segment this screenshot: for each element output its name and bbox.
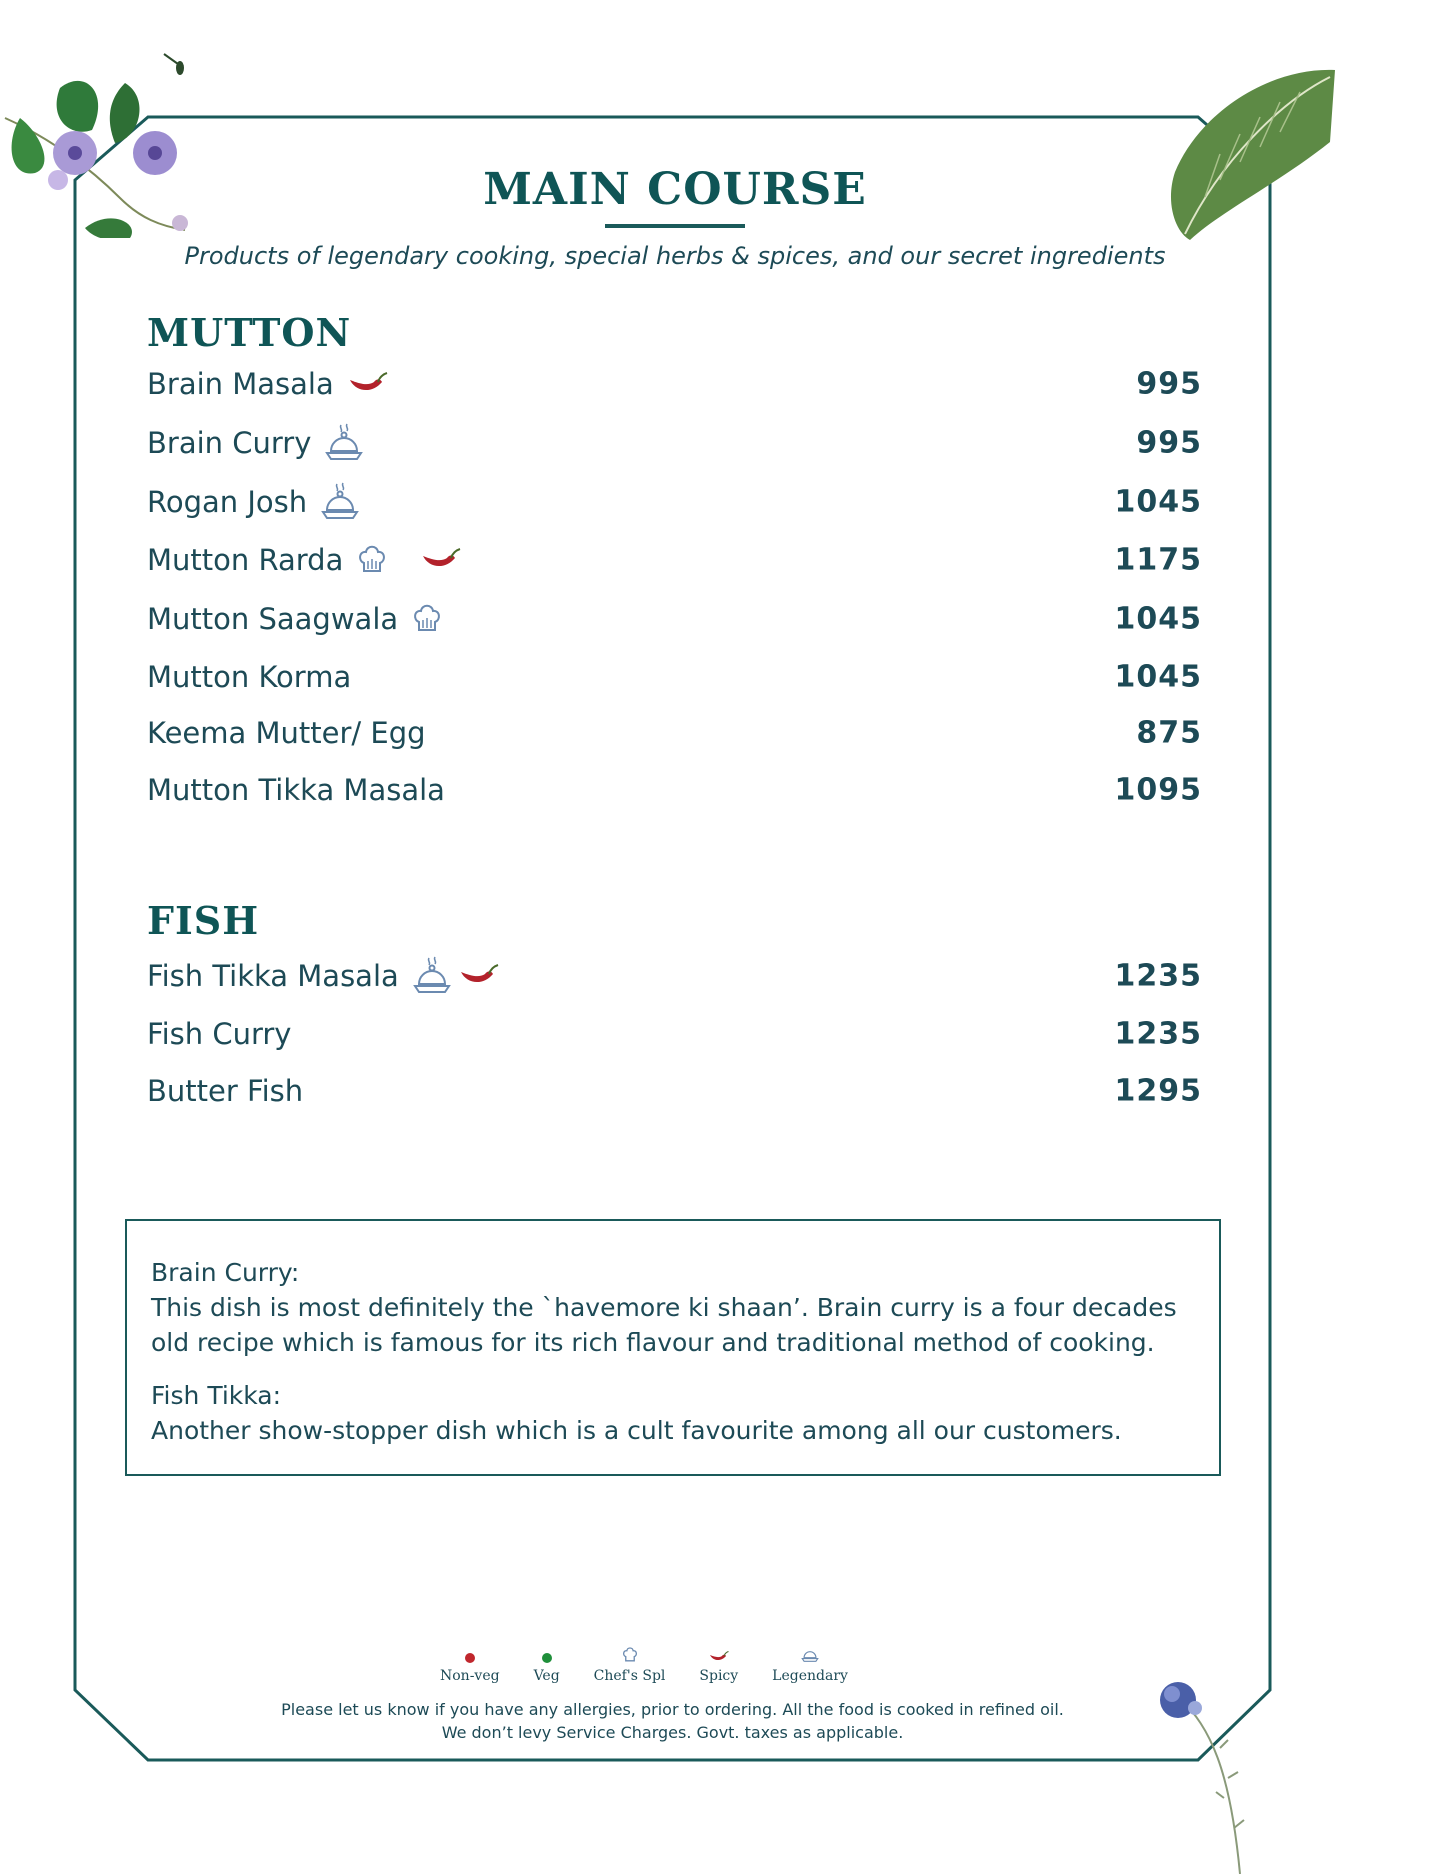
- legendary-icon: [413, 954, 451, 998]
- section-title-fish: FISH: [147, 898, 260, 943]
- footer-allergy-note: Please let us know if you have any allergies, prior to ordering. All the food is cooked in refined oil.: [281, 1700, 1064, 1719]
- leaf-decoration-icon: [1160, 62, 1340, 242]
- legend-item-non-veg: [440, 1652, 500, 1684]
- legendary-icon: [801, 1644, 819, 1664]
- title-underline: [605, 224, 745, 228]
- item-price: 1235: [1114, 1016, 1202, 1052]
- note-heading: Brain Curry:: [151, 1258, 300, 1287]
- item-price: 1175: [1114, 542, 1202, 578]
- note-text: Another show-stopper dish which is a cult favourite among all our customers.: [151, 1416, 1122, 1445]
- page-subtitle: Products of legendary cooking, special herbs & spices, and our secret ingredients: [184, 242, 1166, 270]
- note-heading: Fish Tikka:: [151, 1381, 282, 1410]
- menu-item: [147, 1066, 1202, 1116]
- legend-item-veg: [534, 1652, 560, 1684]
- legendary-icon: [325, 421, 363, 465]
- item-name: Brain Curry: [147, 426, 312, 460]
- note-text: This dish is most definitely the `havemore ki shaan’. Brain curry is a four decades old recipe which is famous for its rich flavour and traditional method of cooking.: [151, 1293, 1177, 1357]
- item-name: Mutton Tikka Masala: [147, 773, 445, 807]
- item-price: 1045: [1114, 601, 1202, 637]
- item-name: Mutton Korma: [147, 660, 352, 694]
- red-dot-icon: [464, 1652, 476, 1664]
- note-fish-tikka: [151, 1378, 1195, 1448]
- legend-item-chefs-spl: [594, 1646, 666, 1684]
- legend-label: Spicy: [699, 1668, 739, 1684]
- item-price: 875: [1136, 715, 1202, 751]
- page-title: MAIN COURSE: [483, 164, 867, 215]
- insect-decoration-icon: [160, 50, 190, 80]
- bottom-flower-decoration-icon: [1150, 1668, 1290, 1874]
- section-title-mutton: MUTTON: [147, 310, 352, 355]
- item-price: 995: [1136, 425, 1202, 461]
- footer-charges-note: We don’t levy Service Charges. Govt. taxes as applicable.: [441, 1723, 904, 1742]
- chefs-special-icon: [357, 543, 387, 577]
- item-name: Fish Tikka Masala: [147, 959, 399, 993]
- dish-notes-box: [125, 1219, 1221, 1476]
- item-name: Keema Mutter/ Egg: [147, 716, 426, 750]
- note-brain-curry: [151, 1255, 1195, 1360]
- spicy-icon: [708, 1650, 730, 1664]
- chefs-special-icon: [622, 1646, 638, 1664]
- menu-item: [147, 535, 1202, 585]
- menu-item: [147, 359, 1202, 409]
- menu-item: [147, 652, 1202, 702]
- menu-item: [147, 477, 1202, 527]
- menu-item: [147, 594, 1202, 644]
- item-name: Fish Curry: [147, 1017, 292, 1051]
- item-price: 1295: [1114, 1073, 1202, 1109]
- legend-label: Chef's Spl: [593, 1668, 666, 1684]
- spicy-icon: [459, 962, 499, 990]
- item-price: 1045: [1114, 484, 1202, 520]
- green-dot-icon: [541, 1652, 553, 1664]
- chefs-special-icon: [412, 602, 442, 636]
- legendary-icon: [321, 480, 359, 524]
- item-price: 995: [1136, 366, 1202, 402]
- item-name: Mutton Rarda: [147, 543, 344, 577]
- menu-item: [147, 951, 1202, 1001]
- spicy-icon: [348, 370, 388, 398]
- legend-item-legendary: [772, 1644, 848, 1684]
- item-price: 1045: [1114, 659, 1202, 695]
- item-name: Butter Fish: [147, 1074, 304, 1108]
- item-name: Mutton Saagwala: [147, 602, 399, 636]
- legend-label: Non-veg: [440, 1668, 500, 1684]
- item-price: 1095: [1114, 772, 1202, 808]
- menu-item: [147, 765, 1202, 815]
- legend-label: Legendary: [772, 1668, 848, 1684]
- icon-legend: [440, 1644, 848, 1684]
- legend-item-spicy: [699, 1650, 738, 1684]
- menu-item: [147, 708, 1202, 758]
- legend-label: Veg: [533, 1668, 560, 1684]
- item-name: Brain Masala: [147, 367, 334, 401]
- item-price: 1235: [1114, 958, 1202, 994]
- item-name: Rogan Josh: [147, 485, 308, 519]
- menu-item: [147, 418, 1202, 468]
- spicy-icon: [421, 546, 461, 574]
- menu-item: [147, 1009, 1202, 1059]
